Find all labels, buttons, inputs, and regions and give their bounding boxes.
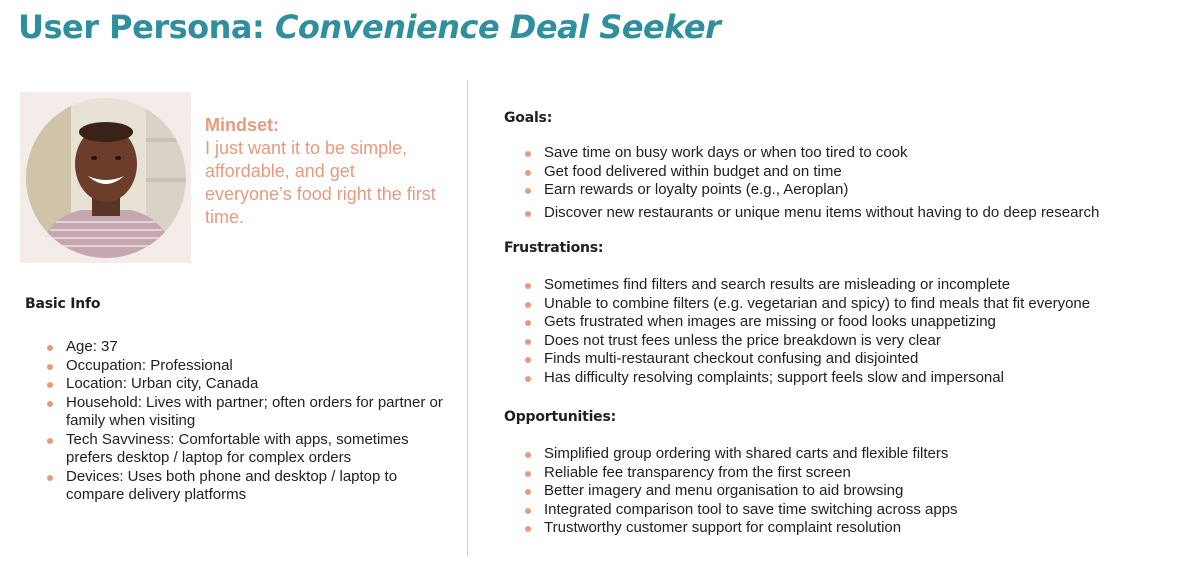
list-item: Reliable fee transparency from the first screen: [523, 464, 1173, 483]
goals-list: [523, 144, 1173, 222]
list-item: Better imagery and menu organisation to aid browsing: [523, 482, 1173, 501]
opportunities-list: [523, 445, 1173, 538]
column-divider: [467, 80, 468, 556]
list-item: Discover new restaurants or unique menu items without having to do deep research: [523, 204, 1173, 223]
list-item: Sometimes find filters and search results are misleading or incomplete: [523, 276, 1173, 295]
list-item: Location: Urban city, Canada: [45, 375, 455, 394]
list-item: Devices: Uses both phone and desktop / laptop to compare delivery platforms: [45, 468, 455, 505]
persona-photo-frame: [20, 92, 191, 263]
list-item: Gets frustrated when images are missing or food looks unappetizing: [523, 313, 1173, 332]
opportunities-heading: Opportunities:: [504, 409, 617, 425]
persona-avatar: [26, 98, 186, 258]
list-item: Occupation: Professional: [45, 357, 455, 376]
list-item: Does not trust fees unless the price breakdown is very clear: [523, 332, 1173, 351]
goals-heading: Goals:: [504, 110, 553, 126]
list-item: Tech Savviness: Comfortable with apps, sometimes prefers desktop / laptop for complex orders: [45, 431, 455, 468]
list-item: Save time on busy work days or when too tired to cook: [523, 144, 1173, 163]
list-item: Earn rewards or loyalty points (e.g., Aeroplan): [523, 181, 1173, 200]
page-title: [18, 8, 720, 46]
list-item: Trustworthy customer support for complaint resolution: [523, 519, 1173, 538]
basic-info-list: [45, 338, 455, 505]
title-prefix: User Persona:: [18, 8, 275, 46]
list-item: Get food delivered within budget and on time: [523, 163, 1173, 182]
list-item: Age: 37: [45, 338, 455, 357]
mindset-block: [205, 114, 445, 229]
mindset-label: Mindset:: [205, 115, 279, 135]
frustrations-list: [523, 276, 1173, 387]
basic-info-heading: Basic Info: [25, 296, 101, 312]
list-item: Simplified group ordering with shared carts and flexible filters: [523, 445, 1173, 464]
list-item: Integrated comparison tool to save time switching across apps: [523, 501, 1173, 520]
persona-name: Convenience Deal Seeker: [274, 8, 721, 46]
list-item: Finds multi-restaurant checkout confusing and disjointed: [523, 350, 1173, 369]
list-item: Has difficulty resolving complaints; support feels slow and impersonal: [523, 369, 1173, 388]
mindset-quote: I just want it to be simple, affordable, and get everyone’s food right the first time.: [205, 138, 436, 227]
frustrations-heading: Frustrations:: [504, 240, 604, 256]
list-item: Unable to combine filters (e.g. vegetarian and spicy) to find meals that fit everyone: [523, 295, 1173, 314]
list-item: Household: Lives with partner; often orders for partner or family when visiting: [45, 394, 455, 431]
